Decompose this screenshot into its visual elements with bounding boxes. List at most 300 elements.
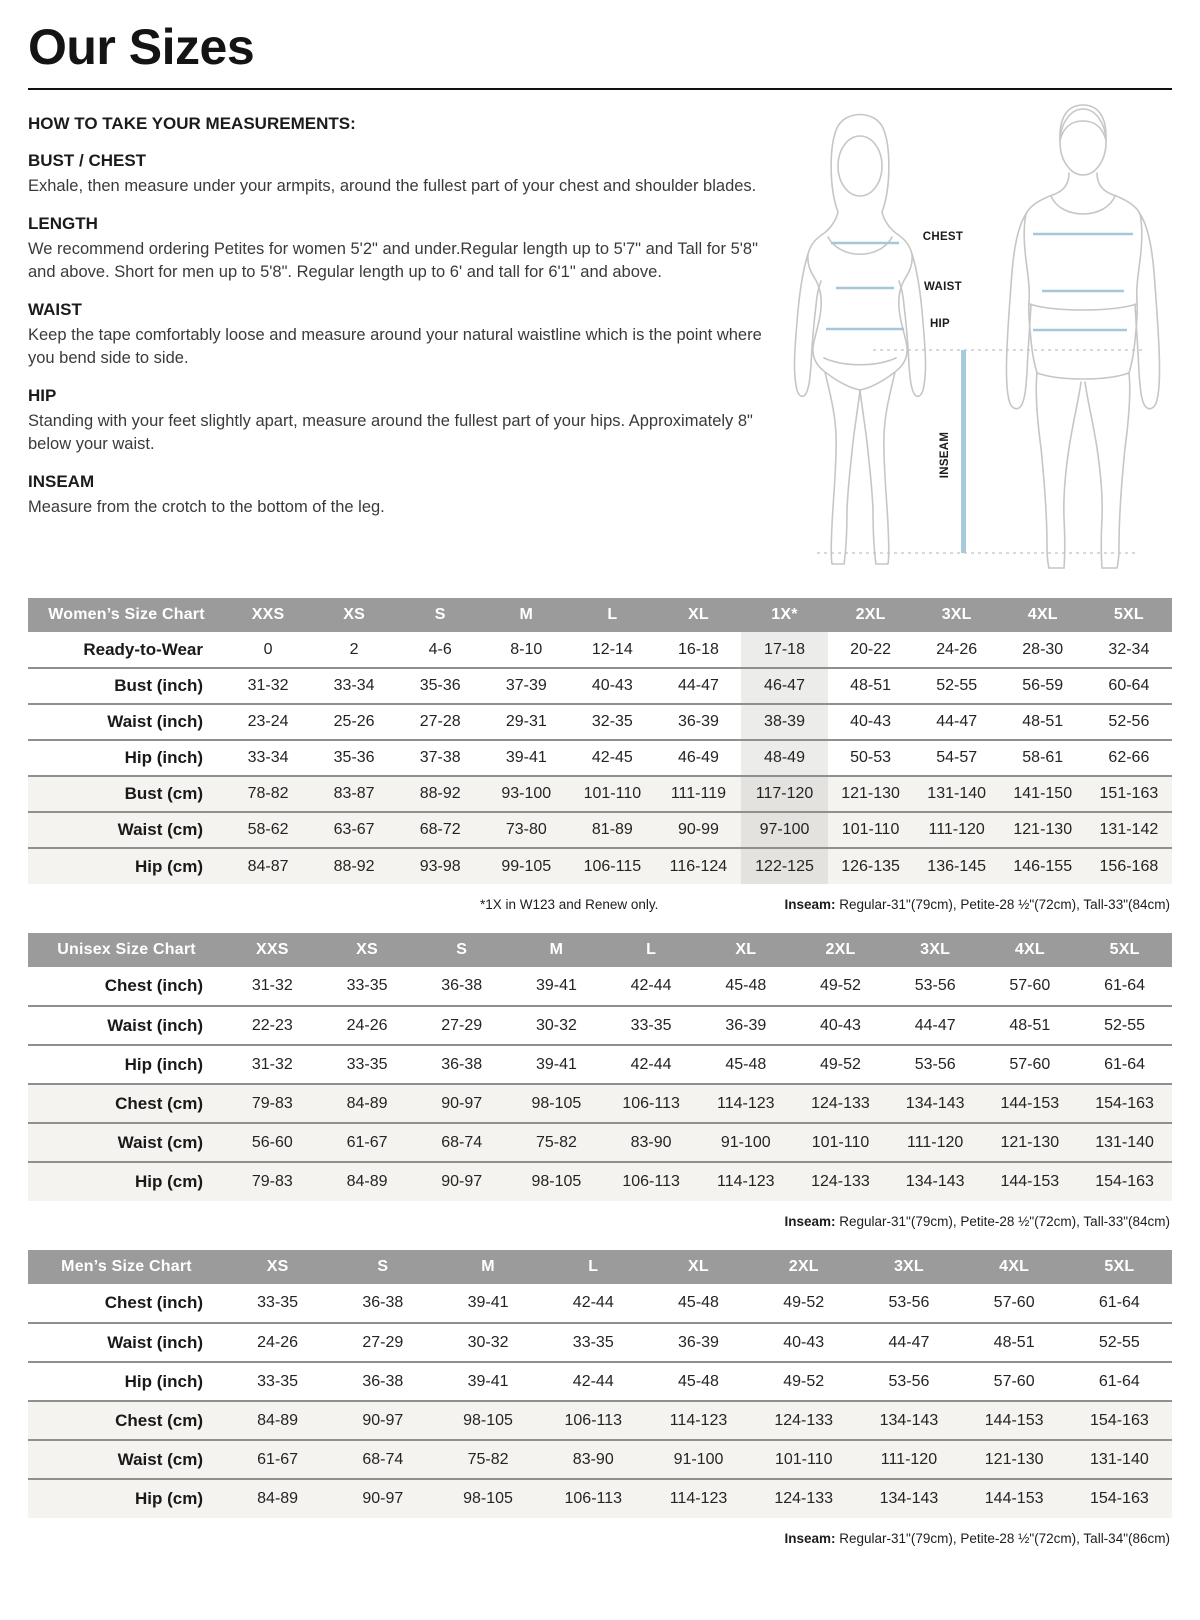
table-row (28, 740, 1172, 776)
size-cell: 81-89 (591, 821, 633, 838)
size-cell: 22-23 (251, 1016, 293, 1034)
size-cell: 134-143 (905, 1173, 965, 1190)
size-cell: 30-32 (467, 1333, 509, 1351)
size-cell: 56-59 (1022, 677, 1064, 694)
size-cell: 45-48 (678, 1372, 719, 1390)
size-cell: 91-100 (673, 1450, 724, 1468)
table-row (28, 1123, 1172, 1162)
size-cell: 40-43 (820, 1016, 861, 1034)
row-label: Waist (inch) (107, 712, 203, 731)
section-waist (28, 300, 776, 369)
row-label: Waist (inch) (107, 1332, 203, 1352)
size-cell: 154-163 (1090, 1490, 1149, 1507)
size-cell: 84-89 (346, 1173, 388, 1190)
size-cell: 144-153 (984, 1411, 1044, 1429)
size-cell: 39-41 (505, 749, 547, 766)
table-row (28, 668, 1172, 704)
size-cell: 33-35 (346, 977, 388, 994)
size-column-header: 3XL (914, 598, 1000, 632)
size-cell: 75-82 (535, 1133, 577, 1151)
size-cell: 24-26 (257, 1333, 299, 1351)
row-label: Hip (inch) (124, 1054, 203, 1074)
size-cell: 33-35 (630, 1016, 672, 1034)
size-cell: 33-34 (333, 677, 375, 694)
size-cell: 73-80 (505, 821, 547, 838)
table-row (28, 1440, 1172, 1479)
size-cell: 98-105 (531, 1094, 582, 1112)
size-cell: 31-32 (247, 677, 289, 694)
size-column-header: M (435, 1250, 540, 1284)
row-label: Waist (cm) (117, 1132, 203, 1152)
size-cell: 121-130 (841, 785, 900, 802)
table-title-cell: Unisex Size Chart (28, 933, 225, 967)
table-row (28, 1045, 1172, 1084)
size-cell: 93-100 (501, 785, 552, 802)
size-cell: 52-55 (1104, 1016, 1146, 1034)
inseam-label: INSEAM (939, 431, 951, 479)
section-body: We recommend ordering Petites for women 5'2" and under.Regular length up to 5'7" and Tall for 5'8" and above. Short for men up to 5'8". Regular length up to 6' and tall for 6'1" and above. (28, 240, 758, 281)
size-column-header: L (569, 598, 655, 632)
size-cell: 33-35 (257, 1294, 299, 1311)
row-label: Hip (inch) (124, 1371, 203, 1391)
size-cell: 61-64 (1098, 1294, 1140, 1311)
size-cell: 39-41 (467, 1294, 509, 1311)
size-cell: 131-140 (1095, 1133, 1154, 1151)
size-cell: 134-143 (905, 1094, 965, 1112)
size-cell: 131-140 (927, 785, 987, 802)
size-cell: 49-52 (820, 977, 861, 994)
table-row (28, 848, 1172, 884)
size-cell: 53-56 (914, 1055, 956, 1073)
section-length (28, 214, 776, 283)
size-cell: 27-29 (441, 1016, 483, 1034)
size-cell: 99-105 (501, 857, 552, 875)
size-cell: 68-72 (419, 821, 461, 838)
size-cell: 84-89 (346, 1094, 388, 1112)
size-column-header: M (509, 933, 604, 967)
section-heading: HIP (28, 386, 57, 406)
section-body: Exhale, then measure under your armpits, around the fullest part of your chest and shoulder blades. (28, 177, 757, 195)
row-label: Hip (inch) (124, 748, 203, 767)
row-label: Bust (cm) (124, 784, 203, 803)
size-cell: 58-61 (1022, 749, 1064, 766)
size-cell: 56-60 (251, 1133, 293, 1151)
size-column-header: 4XL (962, 1250, 1067, 1284)
size-column-header: 3XL (856, 1250, 961, 1284)
size-cell: 36-39 (725, 1016, 767, 1034)
size-column-header: XXS (225, 598, 311, 632)
size-column-header: XXS (225, 933, 320, 967)
size-cell: 36-38 (441, 1055, 483, 1073)
size-cell: 83-90 (630, 1133, 672, 1151)
table-row (28, 776, 1172, 812)
size-cell: 144-153 (1000, 1094, 1060, 1112)
size-cell: 12-14 (591, 640, 633, 658)
section-body: Standing with your feet slightly apart, measure around the fullest part of your hips. Approximately 8" below your waist. (28, 412, 753, 453)
size-cell: 114-123 (717, 1094, 775, 1112)
section-heading: BUST / CHEST (28, 151, 147, 170)
size-cell: 29-31 (505, 713, 547, 730)
size-cell: 117-120 (741, 776, 827, 812)
size-cell: 121-130 (1000, 1133, 1060, 1151)
size-cell: 126-135 (841, 857, 900, 875)
size-cell: 84-89 (257, 1411, 299, 1429)
size-cell: 154-163 (1090, 1411, 1149, 1429)
size-cell: 111-120 (928, 821, 985, 838)
table-row (28, 1284, 1172, 1323)
size-cell: 114-123 (669, 1411, 728, 1429)
size-cell: 101-110 (811, 1133, 870, 1151)
size-cell: 33-35 (572, 1333, 614, 1351)
size-cell: 31-32 (251, 1055, 293, 1073)
size-cell: 23-24 (247, 713, 289, 730)
table-row (28, 704, 1172, 740)
size-column-header: XL (646, 1250, 751, 1284)
size-cell: 45-48 (678, 1294, 719, 1311)
size-cell: 42-44 (630, 1055, 672, 1073)
size-cell: 146-155 (1013, 857, 1073, 875)
row-label: Chest (inch) (104, 1293, 203, 1312)
size-cell: 124-133 (811, 1094, 870, 1112)
size-cell: 42-44 (572, 1294, 614, 1311)
size-column-header: 3XL (888, 933, 983, 967)
size-cell: 8-10 (510, 640, 543, 658)
size-cell: 68-74 (441, 1133, 483, 1151)
size-cell: 2 (349, 640, 359, 658)
table-title-cell: Women’s Size Chart (28, 598, 225, 632)
size-cell: 46-47 (741, 668, 827, 704)
inseam-footnote: Inseam: Regular-31"(79cm), Petite-28 ½"(72cm), Tall-33"(84cm) (784, 1214, 1170, 1229)
size-cell: 98-105 (463, 1411, 513, 1429)
size-cell: 90-97 (441, 1094, 483, 1112)
row-label: Ready-to-Wear (83, 639, 203, 659)
size-column-header: XS (311, 598, 397, 632)
size-cell: 111-120 (906, 1133, 964, 1151)
table-row (28, 1401, 1172, 1440)
size-cell: 57-60 (1009, 1055, 1051, 1073)
size-column-header: S (330, 1250, 435, 1284)
size-column-header: XL (698, 933, 793, 967)
size-cell: 98-105 (463, 1490, 513, 1507)
size-cell: 61-67 (346, 1133, 388, 1151)
size-cell: 36-38 (441, 977, 483, 994)
size-cell: 144-153 (1000, 1173, 1060, 1190)
size-column-header: 5XL (1067, 1250, 1172, 1284)
size-cell: 144-153 (984, 1490, 1044, 1507)
size-cell: 49-52 (783, 1372, 825, 1390)
footnote-1x-note: *1X in W123 and Renew only. (480, 897, 659, 912)
size-cell: 57-60 (993, 1372, 1035, 1390)
section-bust-chest (28, 151, 776, 197)
size-cell: 36-38 (362, 1294, 404, 1311)
table-row (28, 1162, 1172, 1201)
size-cell: 63-67 (333, 821, 375, 838)
size-column-header: 5XL (1086, 598, 1172, 632)
womens-size-chart (28, 598, 1172, 884)
measurement-instructions (28, 90, 776, 519)
size-cell: 97-100 (741, 812, 827, 848)
size-column-header: 4XL (983, 933, 1078, 967)
unisex-chart-footnote (28, 1214, 1170, 1229)
size-cell: 154-163 (1095, 1094, 1154, 1112)
size-cell: 33-35 (346, 1055, 388, 1073)
size-cell: 78-82 (247, 785, 289, 802)
size-cell: 131-140 (1090, 1450, 1149, 1468)
inseam-footnote: Inseam: Regular-31"(79cm), Petite-28 ½"(72cm), Tall-34"(86cm) (784, 1531, 1170, 1546)
size-cell: 58-62 (247, 821, 289, 838)
size-cell: 90-97 (362, 1411, 404, 1429)
size-cell: 106-113 (622, 1173, 680, 1190)
size-cell: 121-130 (1013, 821, 1073, 838)
size-cell: 141-150 (1013, 785, 1073, 802)
size-column-header: 5XL (1077, 933, 1172, 967)
size-cell: 114-123 (717, 1173, 775, 1190)
size-guide-page (0, 20, 1200, 1620)
size-column-header: XL (655, 598, 741, 632)
size-cell: 61-64 (1098, 1372, 1140, 1390)
row-label: Hip (cm) (135, 856, 203, 876)
size-cell: 36-38 (362, 1372, 404, 1390)
size-cell: 60-64 (1108, 677, 1150, 694)
size-cell: 84-89 (257, 1490, 299, 1507)
size-cell: 68-74 (362, 1450, 404, 1468)
size-cell: 42-44 (630, 977, 672, 994)
size-cell: 90-99 (677, 821, 719, 838)
inseam-footnote: Inseam: Regular-31"(79cm), Petite-28 ½"(72cm), Tall-33"(84cm) (784, 897, 1170, 912)
size-cell: 57-60 (993, 1294, 1035, 1311)
size-cell: 32-34 (1108, 640, 1150, 658)
size-cell: 101-110 (774, 1450, 833, 1468)
size-cell: 79-83 (251, 1173, 293, 1190)
size-cell: 33-34 (247, 749, 289, 766)
size-cell: 52-55 (936, 677, 978, 694)
size-cell: 46-49 (677, 749, 719, 766)
size-cell: 101-110 (841, 821, 900, 838)
page-title: Our Sizes (28, 19, 255, 75)
size-cell: 27-29 (362, 1333, 404, 1351)
size-column-header: S (397, 598, 483, 632)
size-cell: 30-32 (535, 1016, 577, 1034)
size-cell: 79-83 (251, 1094, 293, 1112)
table-row (28, 632, 1172, 668)
size-cell: 27-28 (419, 713, 461, 730)
size-cell: 75-82 (467, 1450, 509, 1468)
table-row (28, 1362, 1172, 1401)
size-cell: 106-115 (583, 857, 642, 875)
size-cell: 35-36 (333, 749, 375, 766)
size-cell: 48-49 (741, 740, 827, 776)
how-to-heading: HOW TO TAKE YOUR MEASUREMENTS: (28, 114, 356, 133)
size-cell: 111-119 (670, 785, 726, 802)
section-heading: WAIST (28, 300, 82, 320)
size-cell: 101-110 (583, 785, 642, 802)
size-cell: 106-113 (622, 1094, 680, 1112)
size-cell: 48-51 (850, 677, 892, 694)
measurement-diagram (780, 100, 1172, 578)
size-cell: 91-100 (720, 1133, 771, 1151)
size-column-header: 2XL (793, 933, 888, 967)
size-cell: 39-41 (467, 1372, 509, 1390)
hip-label: HIP (929, 318, 951, 330)
size-cell: 124-133 (774, 1490, 834, 1507)
table-row (28, 1323, 1172, 1362)
size-cell: 116-124 (669, 857, 728, 875)
size-cell: 98-105 (531, 1173, 582, 1190)
size-column-header: S (414, 933, 509, 967)
size-cell: 88-92 (333, 857, 375, 875)
size-cell: 31-32 (251, 977, 293, 994)
size-cell: 16-18 (677, 640, 719, 658)
size-cell: 35-36 (419, 677, 461, 694)
size-cell: 28-30 (1022, 640, 1064, 658)
size-cell: 48-51 (1022, 713, 1064, 730)
row-label: Chest (cm) (115, 1093, 203, 1113)
size-cell: 50-53 (850, 749, 892, 766)
size-cell: 111-120 (880, 1450, 938, 1468)
size-column-header: 2XL (828, 598, 914, 632)
size-column-header: 4XL (1000, 598, 1086, 632)
row-label: Hip (cm) (135, 1172, 203, 1191)
size-cell: 37-38 (419, 749, 461, 766)
row-label: Bust (inch) (114, 676, 203, 695)
size-cell: 61-64 (1104, 977, 1146, 994)
size-column-header: 1X* (741, 598, 827, 632)
section-hip (28, 386, 776, 455)
size-cell: 61-67 (257, 1450, 299, 1468)
table-title-cell: Men’s Size Chart (28, 1250, 225, 1284)
size-cell: 52-55 (1098, 1333, 1140, 1351)
size-cell: 106-113 (564, 1411, 623, 1429)
size-cell: 151-163 (1099, 785, 1159, 802)
row-label: Chest (cm) (115, 1410, 203, 1430)
table-row (28, 1479, 1172, 1518)
size-cell: 17-18 (741, 632, 827, 668)
size-cell: 124-133 (811, 1173, 870, 1190)
size-column-header: M (483, 598, 569, 632)
size-cell: 24-26 (346, 1016, 388, 1034)
size-column-header: L (604, 933, 699, 967)
size-cell: 84-87 (247, 857, 289, 875)
measurement-lines (826, 234, 1133, 330)
size-cell: 136-145 (927, 857, 987, 875)
size-cell: 90-97 (362, 1490, 404, 1507)
size-cell: 53-56 (914, 977, 956, 994)
size-column-header: XS (225, 1250, 330, 1284)
size-cell: 49-52 (783, 1294, 825, 1311)
size-cell: 48-51 (1009, 1016, 1051, 1034)
size-cell: 154-163 (1095, 1173, 1154, 1190)
size-cell: 48-51 (993, 1333, 1035, 1351)
size-cell: 90-97 (441, 1173, 483, 1190)
table-row (28, 967, 1172, 1006)
size-cell: 36-39 (677, 713, 719, 730)
size-cell: 40-43 (783, 1333, 825, 1351)
size-cell: 24-26 (936, 640, 978, 658)
size-cell: 54-57 (936, 749, 978, 766)
size-cell: 45-48 (725, 977, 767, 994)
size-cell: 44-47 (936, 713, 978, 730)
table-row (28, 1084, 1172, 1123)
size-cell: 134-143 (879, 1411, 939, 1429)
size-cell: 53-56 (888, 1372, 930, 1390)
section-inseam (28, 472, 776, 518)
size-cell: 32-35 (591, 713, 633, 730)
section-heading: LENGTH (28, 214, 98, 234)
table-row (28, 812, 1172, 848)
size-cell: 53-56 (888, 1294, 930, 1311)
size-column-header: 2XL (751, 1250, 856, 1284)
size-cell: 44-47 (888, 1333, 930, 1351)
size-cell: 122-125 (741, 848, 827, 884)
size-cell: 106-113 (564, 1490, 623, 1507)
row-label: Waist (cm) (117, 1449, 203, 1469)
female-figure-outline (794, 115, 925, 565)
size-cell: 37-39 (505, 677, 547, 694)
size-cell: 134-143 (879, 1490, 939, 1507)
size-cell: 93-98 (419, 857, 461, 875)
section-body: Measure from the crotch to the bottom of the leg. (28, 498, 385, 517)
size-cell: 38-39 (741, 704, 827, 740)
size-cell: 20-22 (850, 640, 892, 658)
row-label: Waist (cm) (117, 820, 203, 839)
size-cell: 62-66 (1108, 749, 1150, 766)
male-figure-outline (1006, 105, 1159, 568)
size-cell: 83-90 (572, 1450, 614, 1468)
mens-size-chart (28, 1250, 1172, 1518)
inseam-bar (961, 350, 966, 553)
chest-label: CHEST (922, 231, 964, 243)
size-cell: 124-133 (774, 1411, 834, 1429)
size-cell: 33-35 (257, 1372, 299, 1390)
size-cell: 52-56 (1108, 713, 1150, 730)
size-cell: 49-52 (820, 1055, 861, 1073)
size-cell: 114-123 (669, 1490, 728, 1507)
size-column-header: L (541, 1250, 646, 1284)
size-cell: 36-39 (678, 1333, 719, 1351)
size-cell: 39-41 (535, 1055, 577, 1073)
size-cell: 121-130 (984, 1450, 1044, 1468)
mens-chart-footnote (28, 1531, 1170, 1546)
body-figures-illustration (780, 100, 1172, 578)
unisex-size-chart (28, 933, 1172, 1201)
row-label: Chest (inch) (104, 976, 203, 995)
intro-section (28, 90, 1172, 582)
size-cell: 57-60 (1009, 977, 1051, 994)
size-cell: 45-48 (725, 1055, 767, 1073)
section-heading: INSEAM (28, 472, 95, 492)
size-column-header: XS (320, 933, 415, 967)
size-cell: 83-87 (333, 785, 375, 802)
size-cell: 44-47 (677, 677, 719, 694)
row-label: Waist (inch) (107, 1015, 203, 1035)
womens-chart-footnote (28, 897, 1170, 912)
size-cell: 44-47 (914, 1016, 956, 1034)
dashed-reference-lines (817, 350, 1142, 553)
size-cell: 61-64 (1104, 1055, 1146, 1073)
waist-label: WAIST (924, 281, 962, 293)
size-cell: 42-45 (591, 749, 633, 766)
size-cell: 131-142 (1099, 821, 1159, 838)
section-body: Keep the tape comfortably loose and measure around your natural waistline which is the point where you bend side to side. (28, 326, 762, 367)
size-cell: 40-43 (850, 713, 892, 730)
size-cell: 25-26 (333, 713, 375, 730)
size-cell: 39-41 (535, 977, 577, 994)
size-cell: 42-44 (572, 1372, 614, 1390)
size-cell: 40-43 (591, 677, 633, 694)
size-cell: 0 (263, 640, 273, 658)
table-row (28, 1006, 1172, 1045)
size-cell: 156-168 (1099, 857, 1159, 875)
